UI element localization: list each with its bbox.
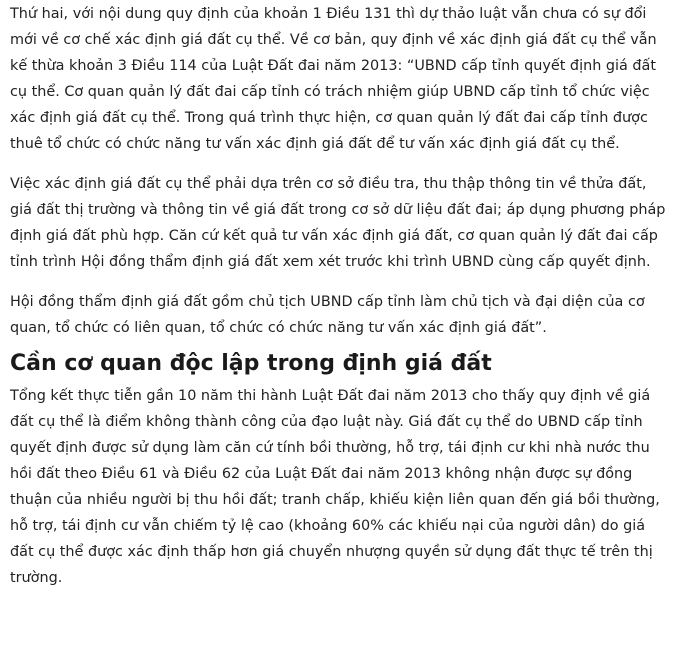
paragraph-appraisal-council: Hội đồng thẩm định giá đất gồm chủ tịch UBND cấp tỉnh làm chủ tịch và đại diện của cơ quan, tổ chức có liên quan, tổ chức có chức năng tư vấn xác định giá đất”. — [10, 294, 645, 336]
section-heading: Cần cơ quan độc lập trong định giá đất — [10, 351, 492, 376]
paragraph-land-price-mechanism: Thứ hai, với nội dung quy định của khoản 1 Điều 131 thì dự thảo luật vẫn chưa có sự đổi mới về cơ chế xác định giá đất cụ thể. Về cơ bản, quy định về xác định giá đất cụ thể vẫn kế thừa khoản 3 Điều 114 của Luật Đất đai năm 2013: “UBND cấp tỉnh quyết định giá đất cụ thể. Cơ quan quản lý đất đai cấp tỉnh có trách nhiệm giúp UBND cấp tỉnh tổ chức việc xác định giá đất cụ thể. Trong quá trình thực hiện, cơ quan quản lý đất đai cấp tỉnh được thuê tổ chức có chức năng tư vấn xác định giá đất để tư vấn xác định giá đất cụ thể. — [10, 6, 657, 152]
paragraph-practice-summary: Tổng kết thực tiễn gần 10 năm thi hành Luật Đất đai năm 2013 cho thấy quy định về giá đất cụ thể là điểm không thành công của đạo luật này. Giá đất cụ thể do UBND cấp tỉnh quyết định được sử dụng làm căn cứ tính bồi thường, hỗ trợ, tái định cư khi nhà nước thu hồi đất theo Điều 61 và Điều 62 của Luật Đất đai năm 2013 không nhận được sự đồng thuận của nhiều người bị thu hồi đất; tranh chấp, khiếu kiện liên quan đến giá bồi thường, hỗ trợ, tái định cư vẫn chiếm tỷ lệ cao (khoảng 60% các khiếu nại của người dân) do giá đất cụ thể được xác định thấp hơn giá chuyển nhượng quyền sử dụng đất thực tế trên thị trường. — [10, 388, 660, 586]
paragraph-land-price-determination: Việc xác định giá đất cụ thể phải dựa trên cơ sở điều tra, thu thập thông tin về thửa đất, giá đất thị trường và thông tin về giá đất trong cơ sở dữ liệu đất đai; áp dụng phương pháp định giá đất phù hợp. Căn cứ kết quả tư vấn xác định giá đất, cơ quan quản lý đất đai cấp tỉnh trình Hội đồng thẩm định giá đất xem xét trước khi trình UBND cùng cấp quyết định. — [10, 176, 666, 270]
